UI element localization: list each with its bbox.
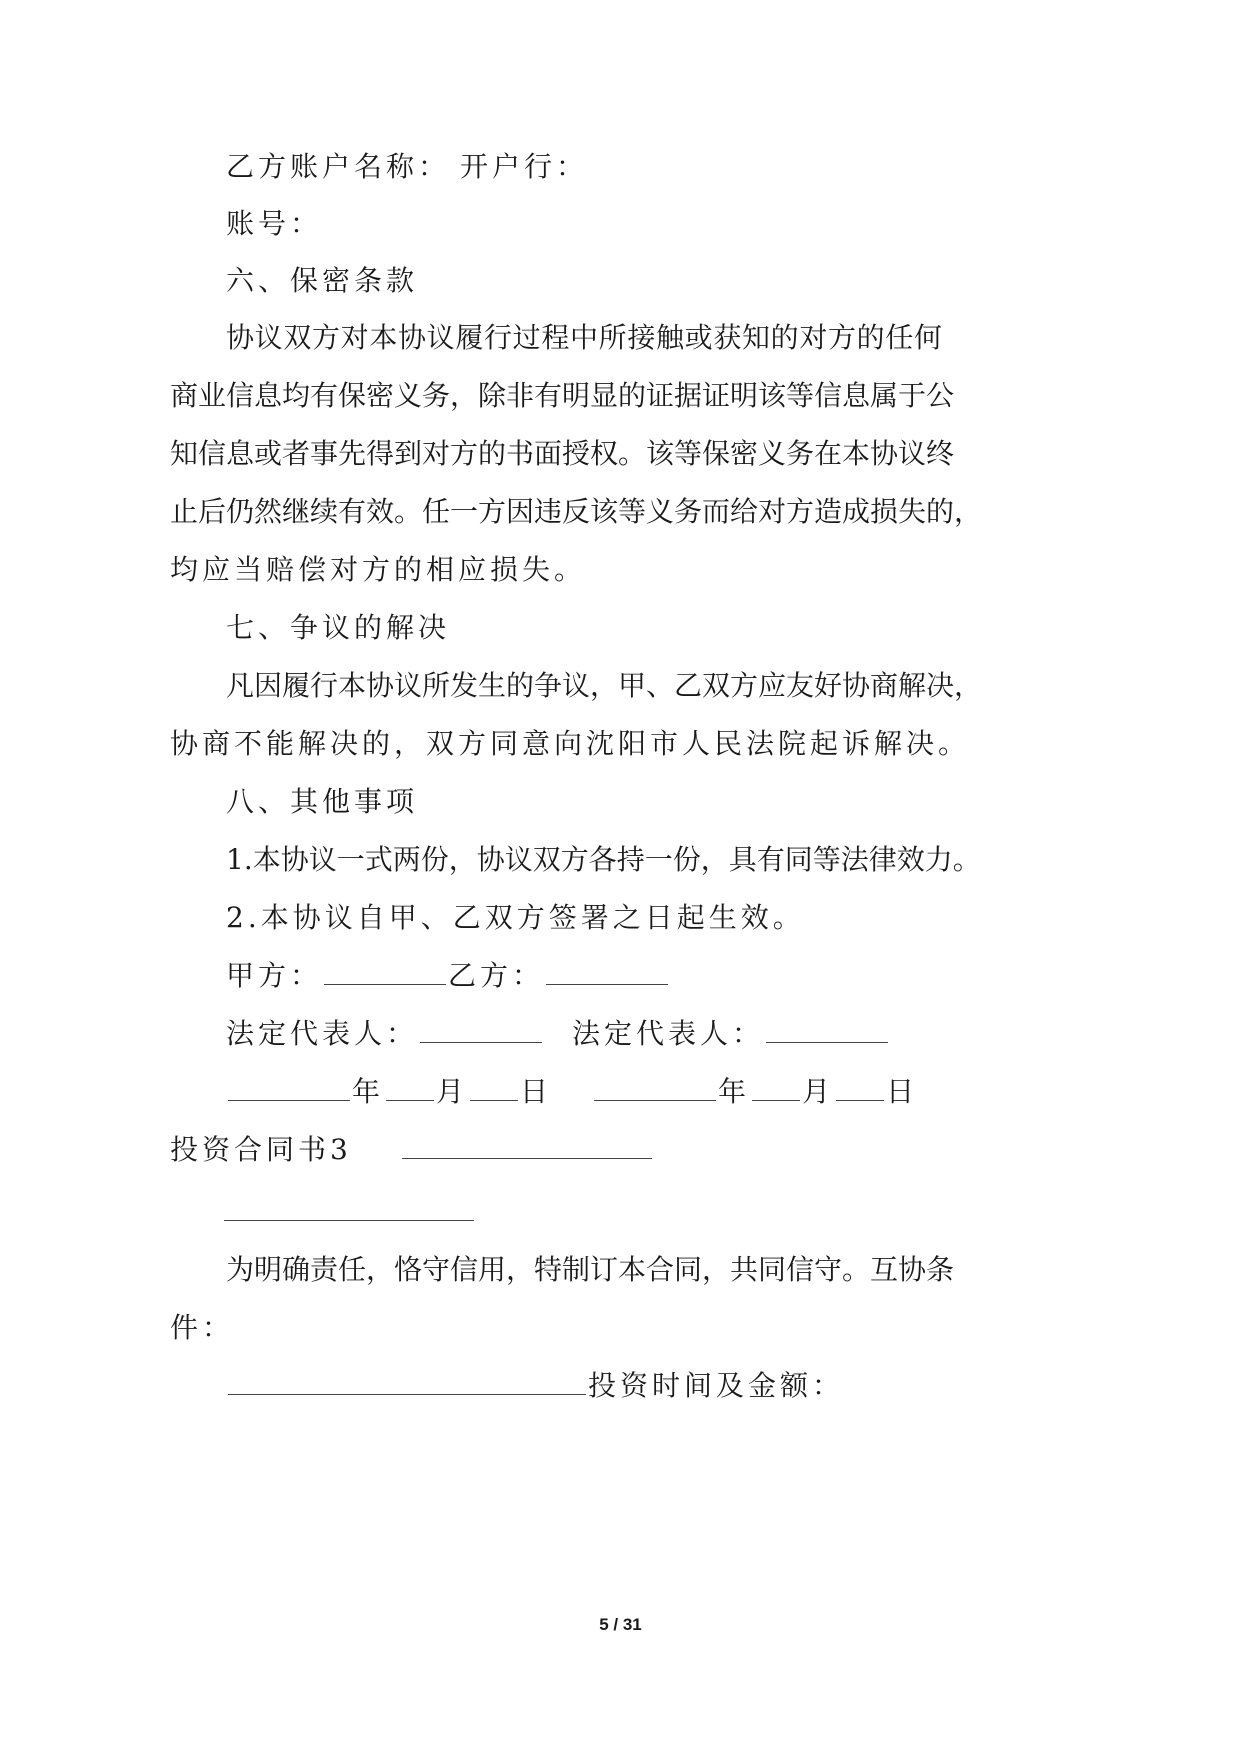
paragraph-line: 协议双方对本协议履行过程中所接触或获知的对方的任何 [226,321,942,354]
party-b-label: 乙方： [448,959,545,992]
paragraph-line: 凡因履行本协议所发生的争议，甲、乙双方应友好协商解决， [226,669,983,702]
party-signature-line [226,956,670,996]
rep-b-label: 法定代表人： [572,1017,765,1050]
rep-a-label: 法定代表人： [226,1017,419,1050]
month-a-blank [386,1074,434,1101]
intro-line: 为明确责任，恪守信用，特制订本合同，共同信守。互协条 [226,1253,955,1286]
day-a-blank [470,1074,518,1101]
title-blank [402,1132,652,1159]
intro-line: 件： [170,1311,235,1344]
day-a-label: 日 [520,1075,553,1108]
year-b-blank [594,1074,716,1101]
rep-b-blank [766,1016,888,1043]
paragraph-line: 知信息或者事先得到对方的书面授权。该等保密义务在本协议终 [170,437,955,470]
section-6-heading: 六、保密条款 [226,264,419,297]
party-a-label: 甲方： [226,959,323,992]
clause-1: 1.本协议一式两份，协议双方各持一份，具有同等法律效力。 [226,843,981,876]
invest-time-line [226,1366,844,1406]
contract-title: 投资合同书3 [170,1133,352,1166]
clause-2: 2.本协议自甲、乙双方签署之日起生效。 [226,901,805,934]
page-number: 5 / 31 [599,1615,642,1634]
section-8-heading: 八、其他事项 [226,785,419,818]
paragraph-line: 协商不能解决的，双方同意向沈阳市人民法院起诉解决。 [170,727,971,760]
party-b-blank [546,958,668,985]
date-line [226,1072,918,1112]
paragraph-line: 止后仍然继续有效。任一方因违反该等义务而给对方造成损失的， [170,495,983,528]
invest-time-label: 投资时间及金额： [588,1369,845,1402]
rep-a-blank [420,1016,542,1043]
month-a-label: 月 [436,1075,469,1108]
account-name-line [226,147,588,187]
representative-line [226,1014,890,1054]
paragraph-line: 均应当赔偿对方的相应损失。 [170,553,587,586]
day-b-label: 日 [886,1075,919,1108]
year-a-blank [228,1074,350,1101]
account-number-label: 账号： [226,207,323,240]
party-a-blank [324,958,446,985]
year-a-label: 年 [352,1075,385,1108]
invest-time-blank [228,1368,586,1395]
paragraph-line: 商业信息均有保密义务，除非有明显的证据证明该等信息属于公 [170,379,955,412]
month-b-label: 月 [802,1075,835,1108]
day-b-blank [836,1074,884,1101]
blank-rule [224,1220,474,1221]
contract-title-line [170,1130,654,1170]
account-name-label: 乙方账户名称： [226,150,451,183]
bank-label: 开户行： [460,150,589,183]
year-b-label: 年 [718,1075,751,1108]
month-b-blank [752,1074,800,1101]
section-7-heading: 七、争议的解决 [226,611,451,644]
